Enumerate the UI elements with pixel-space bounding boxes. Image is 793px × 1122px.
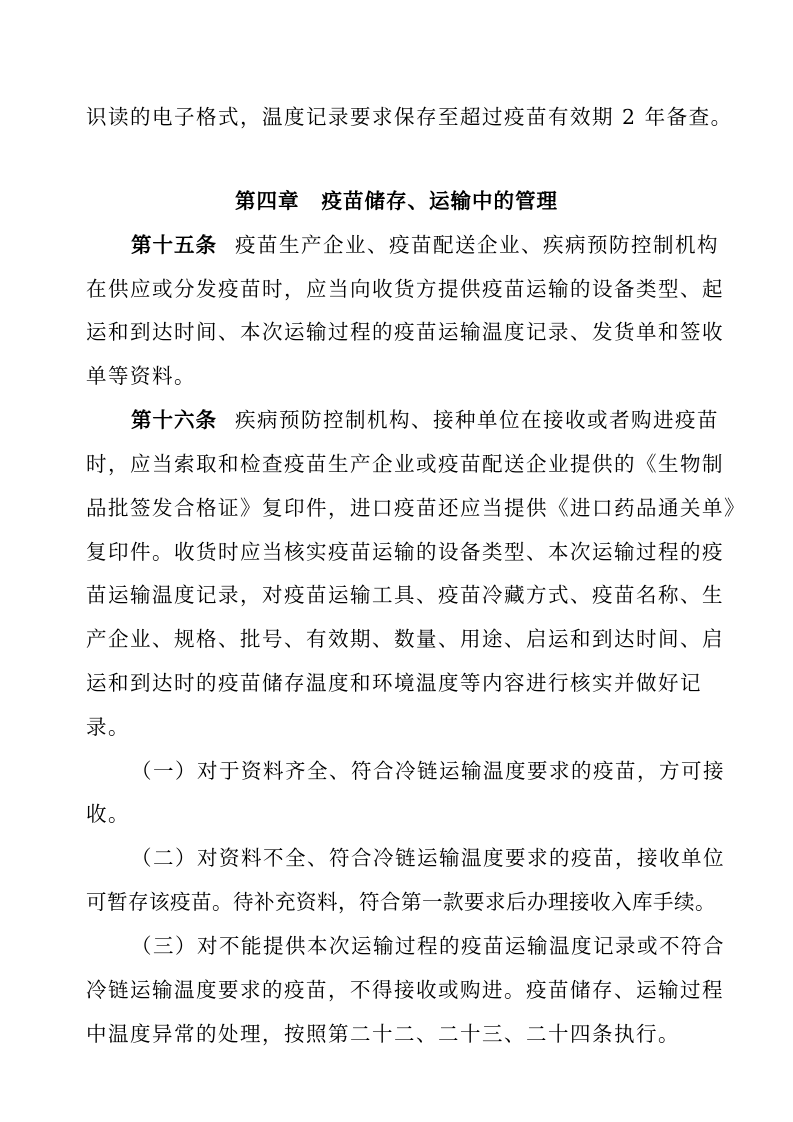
clause-1-first-line: （一）对于资料齐全、符合冷链运输温度要求的疫苗，方可接 — [131, 759, 725, 783]
article-16-line: 品批签发合格证》复印件，进口疫苗还应当提供《进口药品通关单》 — [86, 496, 746, 520]
article-16-label: 第十六条 — [131, 408, 217, 432]
article-16-line: 产企业、规格、批号、有效期、数量、用途、启运和到达时间、启 — [86, 627, 724, 651]
chapter-number: 第四章 — [235, 189, 300, 213]
chapter-heading — [0, 187, 793, 215]
chapter-title: 疫苗储存、运输中的管理 — [321, 189, 558, 213]
article-16-first-line — [131, 406, 719, 434]
article-15-line: 运和到达时间、本次运输过程的疫苗运输温度记录、发货单和签收 — [86, 320, 724, 344]
clause-3-line: 冷链运输温度要求的疫苗，不得接收或购进。疫苗储存、运输过程 — [86, 978, 724, 1002]
clause-3-line: 中温度异常的处理，按照第二十二、二十三、二十四条执行。 — [86, 1022, 680, 1046]
article-15-line: 单等资料。 — [86, 364, 196, 388]
article-16-line: 苗运输温度记录，对疫苗运输工具、疫苗冷藏方式、疫苗名称、生 — [86, 583, 724, 607]
clause-3-first-line: （三）对不能提供本次运输过程的疫苗运输温度记录或不符合 — [131, 934, 725, 958]
article-15-line: 在供应或分发疫苗时，应当向收货方提供疫苗运输的设备类型、起 — [86, 277, 724, 301]
article-16-line: 录。 — [86, 715, 130, 739]
article-15-first-line — [131, 231, 719, 259]
article-15-label: 第十五条 — [131, 233, 217, 257]
article-15-text: 疫苗生产企业、疫苗配送企业、疾病预防控制机构 — [235, 233, 719, 257]
article-16-text: 疾病预防控制机构、接种单位在接收或者购进疫苗 — [235, 408, 719, 432]
intro-line: 识读的电子格式，温度记录要求保存至超过疫苗有效期 2 年备查。 — [86, 105, 733, 129]
article-16-line: 运和到达时的疫苗储存温度和环境温度等内容进行核实并做好记 — [86, 671, 702, 695]
clause-1-line: 收。 — [86, 802, 130, 826]
article-16-line: 时，应当索取和检查疫苗生产企业或疫苗配送企业提供的《生物制 — [86, 452, 724, 476]
article-16-line: 复印件。收货时应当核实疫苗运输的设备类型、本次运输过程的疫 — [86, 540, 724, 564]
clause-2-first-line: （二）对资料不全、符合冷链运输温度要求的疫苗，接收单位 — [131, 846, 725, 870]
clause-2-line: 可暂存该疫苗。待补充资料，符合第一款要求后办理接收入库手续。 — [86, 890, 716, 914]
